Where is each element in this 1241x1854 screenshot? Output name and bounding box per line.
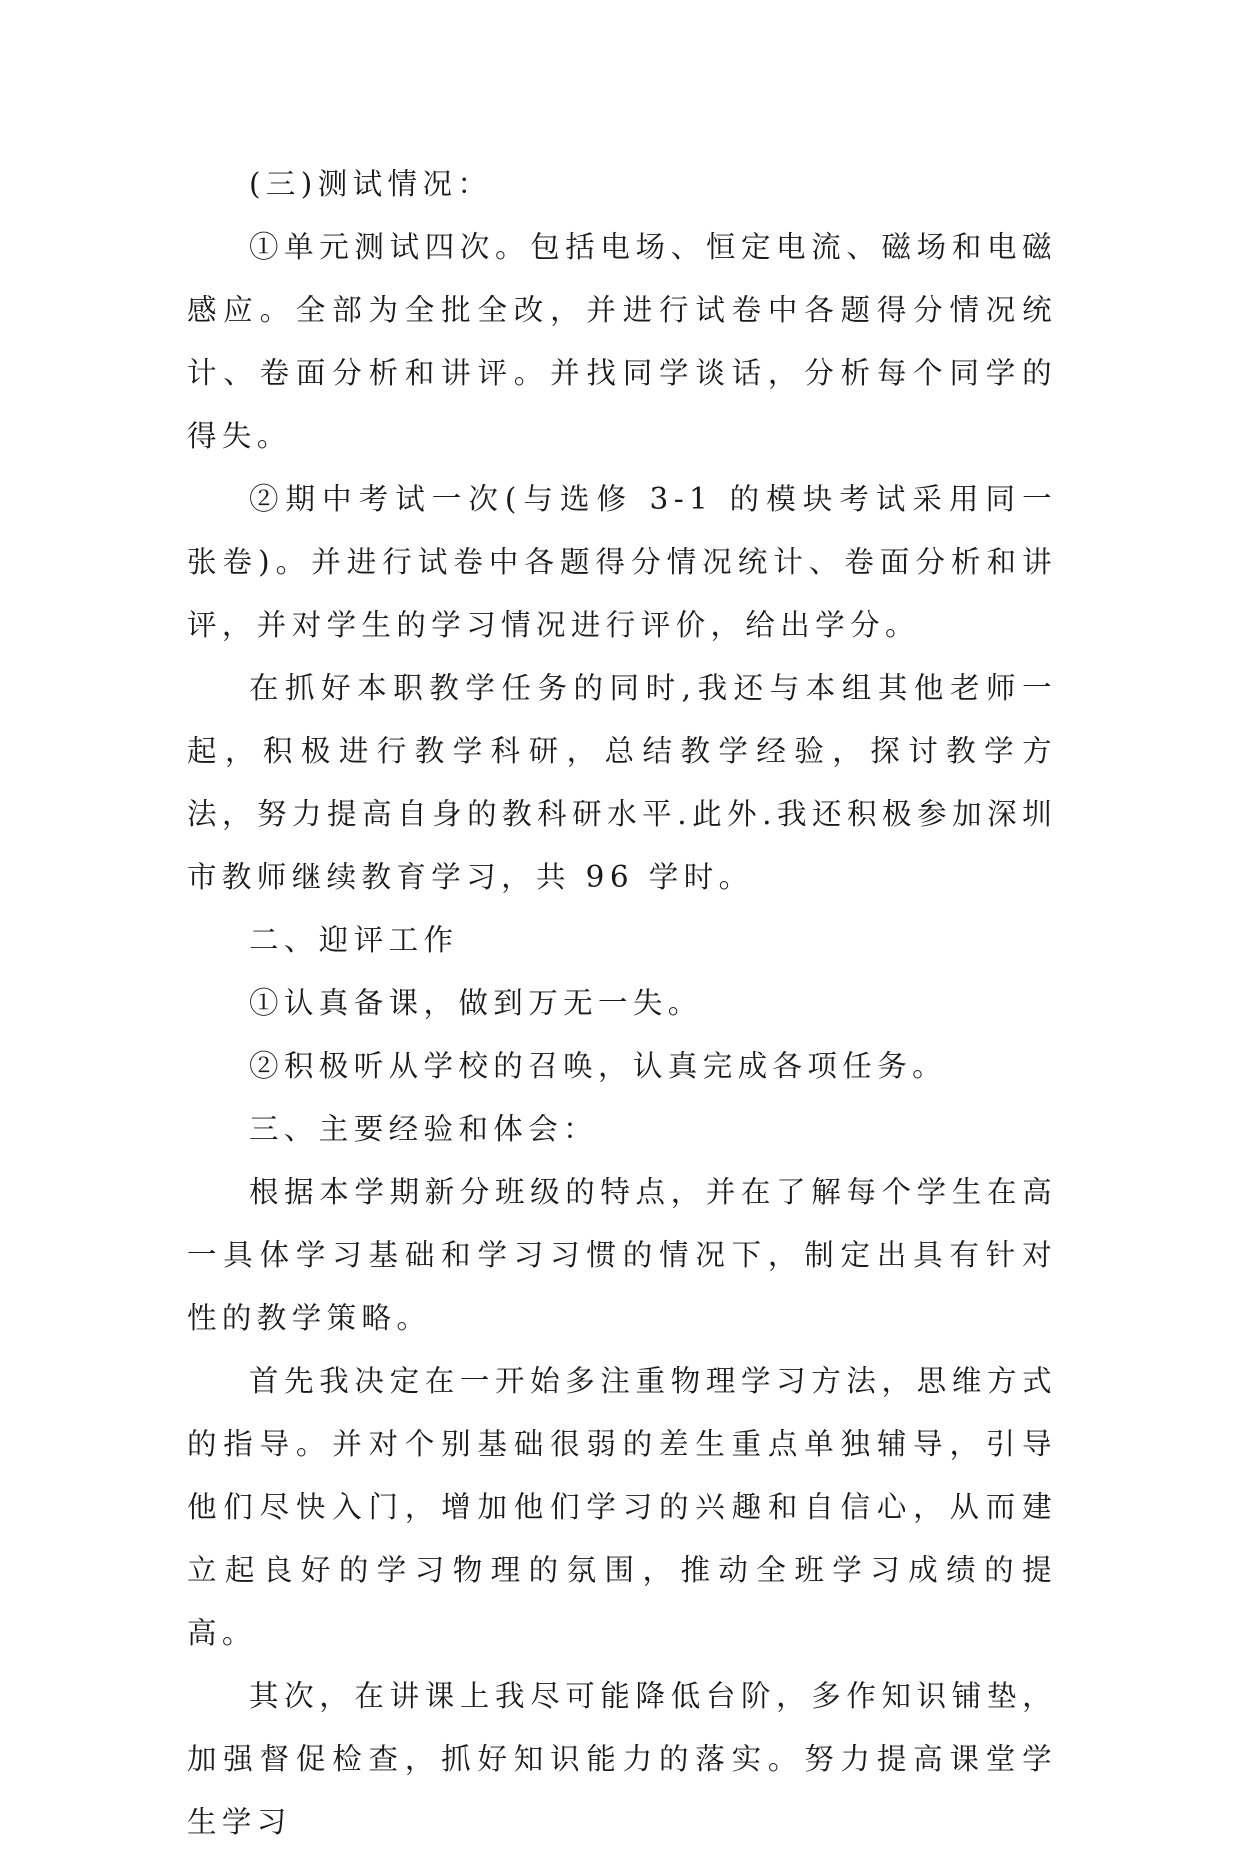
paragraph-unit-tests: ①单元测试四次。包括电场、恒定电流、磁场和电磁感应。全部为全批全改，并进行试卷中各题得分情况统计、卷面分析和讲评。并找同学谈话，分析每个同学的得失。 — [187, 230, 1057, 453]
paragraph-teaching-strategy: 根据本学期新分班级的特点，并在了解每个学生在高一具体学习基础和学习习惯的情况下，制定出具有针对性的教学策略。 — [187, 1175, 1057, 1335]
section-heading-main-experience: 三、主要经验和体会： — [249, 1112, 599, 1146]
section-heading-test-status: (三)测试情况： — [249, 167, 493, 201]
document-body — [187, 153, 1057, 1854]
list-item-lesson-prep: ①认真备课，做到万无一失。 — [249, 986, 703, 1020]
paragraph-teaching-research: 在抓好本职教学任务的同时,我还与本组其他老师一起，积极进行教学科研，总结教学经验，探讨教学方法，努力提高自身的教科研水平.此外.我还积极参加深圳市教师继续教育学习，共 96 学时。 — [187, 671, 1057, 894]
paragraph-lecture-approach: 其次，在讲课上我尽可能降低台阶，多作知识铺垫，加强督促检查，抓好知识能力的落实。努力提高课堂学生学习 — [187, 1679, 1057, 1839]
paragraph-learning-methods: 首先我决定在一开始多注重物理学习方法，思维方式的指导。并对个别基础很弱的差生重点单独辅导，引导他们尽快入门，增加他们学习的兴趣和自信心，从而建立起良好的学习物理的氛围，推动全班学习成绩的提高。 — [187, 1364, 1057, 1650]
paragraph-midterm-exam: ②期中考试一次(与选修 3-1 的模块考试采用同一张卷)。并进行试卷中各题得分情况统计、卷面分析和讲评，并对学生的学习情况进行评价，给出学分。 — [187, 482, 1057, 642]
section-heading-evaluation-work: 二、迎评工作 — [249, 923, 459, 957]
list-item-school-tasks: ②积极听从学校的召唤，认真完成各项任务。 — [249, 1049, 948, 1083]
